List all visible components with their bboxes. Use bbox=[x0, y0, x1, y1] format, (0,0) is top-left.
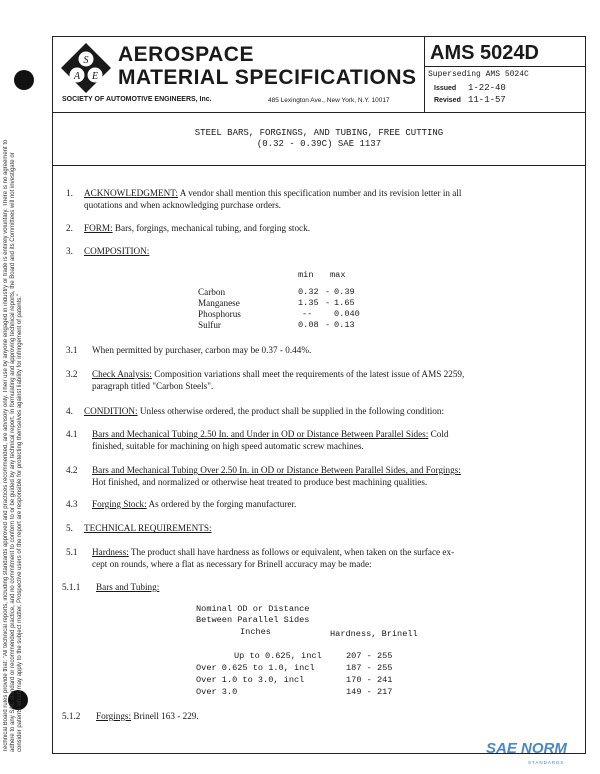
comp-dash-3: - bbox=[325, 320, 331, 330]
comp-max-3: 0.13 bbox=[334, 320, 355, 330]
s4-num: 4. bbox=[66, 406, 73, 416]
s4-1-body bbox=[92, 428, 582, 440]
comp-min-3: 0.08 bbox=[298, 320, 319, 330]
hard-head2: Between Parallel Sides bbox=[196, 615, 310, 625]
s5-1-2-head: Forgings: bbox=[96, 711, 132, 721]
comp-col-max: max bbox=[330, 270, 346, 280]
issued-label: Issued bbox=[434, 85, 457, 92]
s4-3-text: As ordered by the forging manufacturer. bbox=[148, 499, 297, 509]
s5-1-body bbox=[92, 546, 582, 558]
svg-text:S: S bbox=[83, 55, 89, 66]
comp-min-1: 1.35 bbox=[298, 298, 319, 308]
doc-subtitle: (0.32 - 0.39C) SAE 1137 bbox=[256, 139, 382, 149]
s3-2-text-b: paragraph titled "Carbon Steels". bbox=[92, 381, 214, 391]
comp-el-0: Carbon bbox=[198, 287, 226, 297]
footer-brand-text: SAE NORM bbox=[486, 740, 567, 757]
s3-num: 3. bbox=[66, 246, 73, 256]
s5-1-1-num: 5.1.1 bbox=[62, 582, 81, 592]
svg-text:A: A bbox=[73, 71, 81, 82]
s4-body bbox=[84, 405, 580, 417]
punch-hole-top bbox=[14, 70, 34, 90]
s4-2-num: 4.2 bbox=[66, 465, 78, 475]
issued-value: 1-22-40 bbox=[468, 83, 506, 93]
comp-el-2: Phosphorus bbox=[198, 309, 241, 319]
hard-range-3: Over 3.0 bbox=[196, 687, 238, 697]
society-name: SOCIETY OF AUTOMOTIVE ENGINEERS, Inc. bbox=[62, 96, 212, 103]
hard-range-0: Up to 0.625, incl bbox=[234, 651, 322, 661]
spec-box-divider bbox=[424, 66, 586, 67]
s5-1-text-b: cept on rounds, where a flat as necessary for Brinell accuracy may be made: bbox=[92, 559, 372, 569]
comp-min-2: -- bbox=[302, 309, 313, 319]
s1-num: 1. bbox=[66, 188, 73, 198]
footer-brand-sub: STANDARDS bbox=[528, 760, 565, 765]
s5-1-num: 5.1 bbox=[66, 547, 78, 557]
s4-1-text-b: finished, suitable for machining on high speed automatic screw machines. bbox=[92, 441, 364, 451]
s3-2-body bbox=[92, 368, 582, 380]
hard-hb-3: 149 - 217 bbox=[346, 687, 393, 697]
s5-1-2-text: Brinell 163 - 229. bbox=[133, 711, 199, 721]
s2-body bbox=[84, 222, 310, 234]
comp-el-3: Sulfur bbox=[198, 320, 221, 330]
s4-1-num: 4.1 bbox=[66, 429, 78, 439]
s5-1-text-a: The product shall have hardness as follows or equivalent, when taken on the surface ex- bbox=[130, 547, 455, 557]
revised-value: 11-1-57 bbox=[468, 95, 506, 105]
s2-head: FORM: bbox=[84, 223, 113, 233]
header-rule bbox=[52, 112, 586, 113]
s4-2-head: Bars and Mechanical Tubing Over 2.50 In. in OD or Distance Between Parallel Sides, and Forgings: bbox=[92, 465, 461, 475]
s3-head: COMPOSITION: bbox=[84, 246, 150, 256]
s3-2-head: Check Analysis: bbox=[92, 369, 152, 379]
hard-hb-2: 170 - 241 bbox=[346, 675, 393, 685]
margin-legal-text: Technical Board rules provide that: "All technical reports, including standards approved and practices recommended, are advisory only. Their use by anyone engaged in industry or trade is entirely voluntary. There is no agreement to adhere to any SAE standard or recommended practice, and no commitment to conform to or be guided by any technical report. In formulating and approving technical reports, the Board and its Committees will not investigate or consider patents which may apply to the subject matter. Prospective users of the report are responsible for protecting themselves against liability for infringement of patents." bbox=[3, 139, 23, 752]
hard-head1: Nominal OD or Distance bbox=[196, 604, 310, 614]
s3-2-text-a: Composition variations shall meet the requirements of the latest issue of AMS 2259, bbox=[154, 369, 465, 379]
s4-2-text: Hot finished, and normalized or otherwise heat treated to produce best machining qualities. bbox=[92, 477, 428, 487]
s5-head: TECHNICAL REQUIREMENTS: bbox=[84, 523, 212, 533]
s4-1-head: Bars and Mechanical Tubing 2.50 In. and Under in OD or Distance Between Parallel Sides: bbox=[92, 429, 429, 439]
comp-el-1: Manganese bbox=[198, 298, 240, 308]
org-line2: MATERIAL SPECIFICATIONS bbox=[118, 66, 417, 89]
s1-text-b: quotations and when acknowledging purchase orders. bbox=[84, 200, 281, 210]
hard-hb-1: 187 - 255 bbox=[346, 663, 393, 673]
society-address: 485 Lexington Ave., New York, N.Y. 10017 bbox=[268, 97, 390, 104]
s4-1-text-a: Cold bbox=[430, 429, 449, 439]
s2-num: 2. bbox=[66, 223, 73, 233]
superseding: Superseding AMS 5024C bbox=[428, 70, 529, 79]
s4-3-num: 4.3 bbox=[66, 499, 78, 509]
s3-2-num: 3.2 bbox=[66, 369, 78, 379]
comp-max-0: 0.39 bbox=[334, 287, 355, 297]
s1-text-a: A vendor shall mention this specification number and its revision letter in all bbox=[179, 188, 462, 198]
title-rule bbox=[52, 165, 586, 166]
s5-1-1-head: Bars and Tubing: bbox=[96, 582, 160, 592]
hard-hb-0: 207 - 255 bbox=[346, 651, 393, 661]
hard-range-1: Over 0.625 to 1.0, incl bbox=[196, 663, 315, 673]
s1-body bbox=[84, 187, 580, 199]
s3-1-num: 3.1 bbox=[66, 345, 78, 355]
s3-1-text: When permitted by purchaser, carbon may be 0.37 - 0.44%. bbox=[92, 345, 312, 355]
sae-norm-logo bbox=[486, 740, 567, 757]
s5-num: 5. bbox=[66, 523, 73, 533]
doc-title: STEEL BARS, FORGINGS, AND TUBING, FREE CUTTING bbox=[194, 128, 444, 138]
s4-3-head: Forging Stock: bbox=[92, 499, 147, 509]
hard-head3: Inches bbox=[240, 627, 271, 637]
comp-max-2: 0.040 bbox=[334, 309, 360, 319]
s5-1-2-body bbox=[96, 710, 199, 722]
s4-text: Unless otherwise ordered, the product shall be supplied in the following condition: bbox=[139, 406, 445, 416]
comp-min-0: 0.32 bbox=[298, 287, 319, 297]
s5-1-head: Hardness: bbox=[92, 547, 129, 557]
hard-range-2: Over 1.0 to 3.0, incl bbox=[196, 675, 305, 685]
comp-dash-0: - bbox=[325, 287, 331, 297]
spec-number: AMS 5024D bbox=[430, 42, 539, 64]
revised-label: Revised bbox=[434, 97, 461, 104]
s2-text: Bars, forgings, mechanical tubing, and forging stock. bbox=[114, 223, 311, 233]
s4-3-body bbox=[92, 498, 296, 510]
sae-emblem-icon bbox=[60, 42, 112, 94]
hard-head4: Hardness, Brinell bbox=[330, 629, 418, 639]
s1-head: ACKNOWLEDGMENT: bbox=[84, 188, 178, 198]
comp-max-1: 1.65 bbox=[334, 298, 355, 308]
org-line1: AEROSPACE bbox=[118, 43, 254, 66]
comp-col-min: min bbox=[298, 270, 314, 280]
s5-1-2-num: 5.1.2 bbox=[62, 711, 81, 721]
comp-dash-1: - bbox=[325, 298, 331, 308]
svg-text:E: E bbox=[91, 71, 99, 82]
s4-head: CONDITION: bbox=[84, 406, 138, 416]
